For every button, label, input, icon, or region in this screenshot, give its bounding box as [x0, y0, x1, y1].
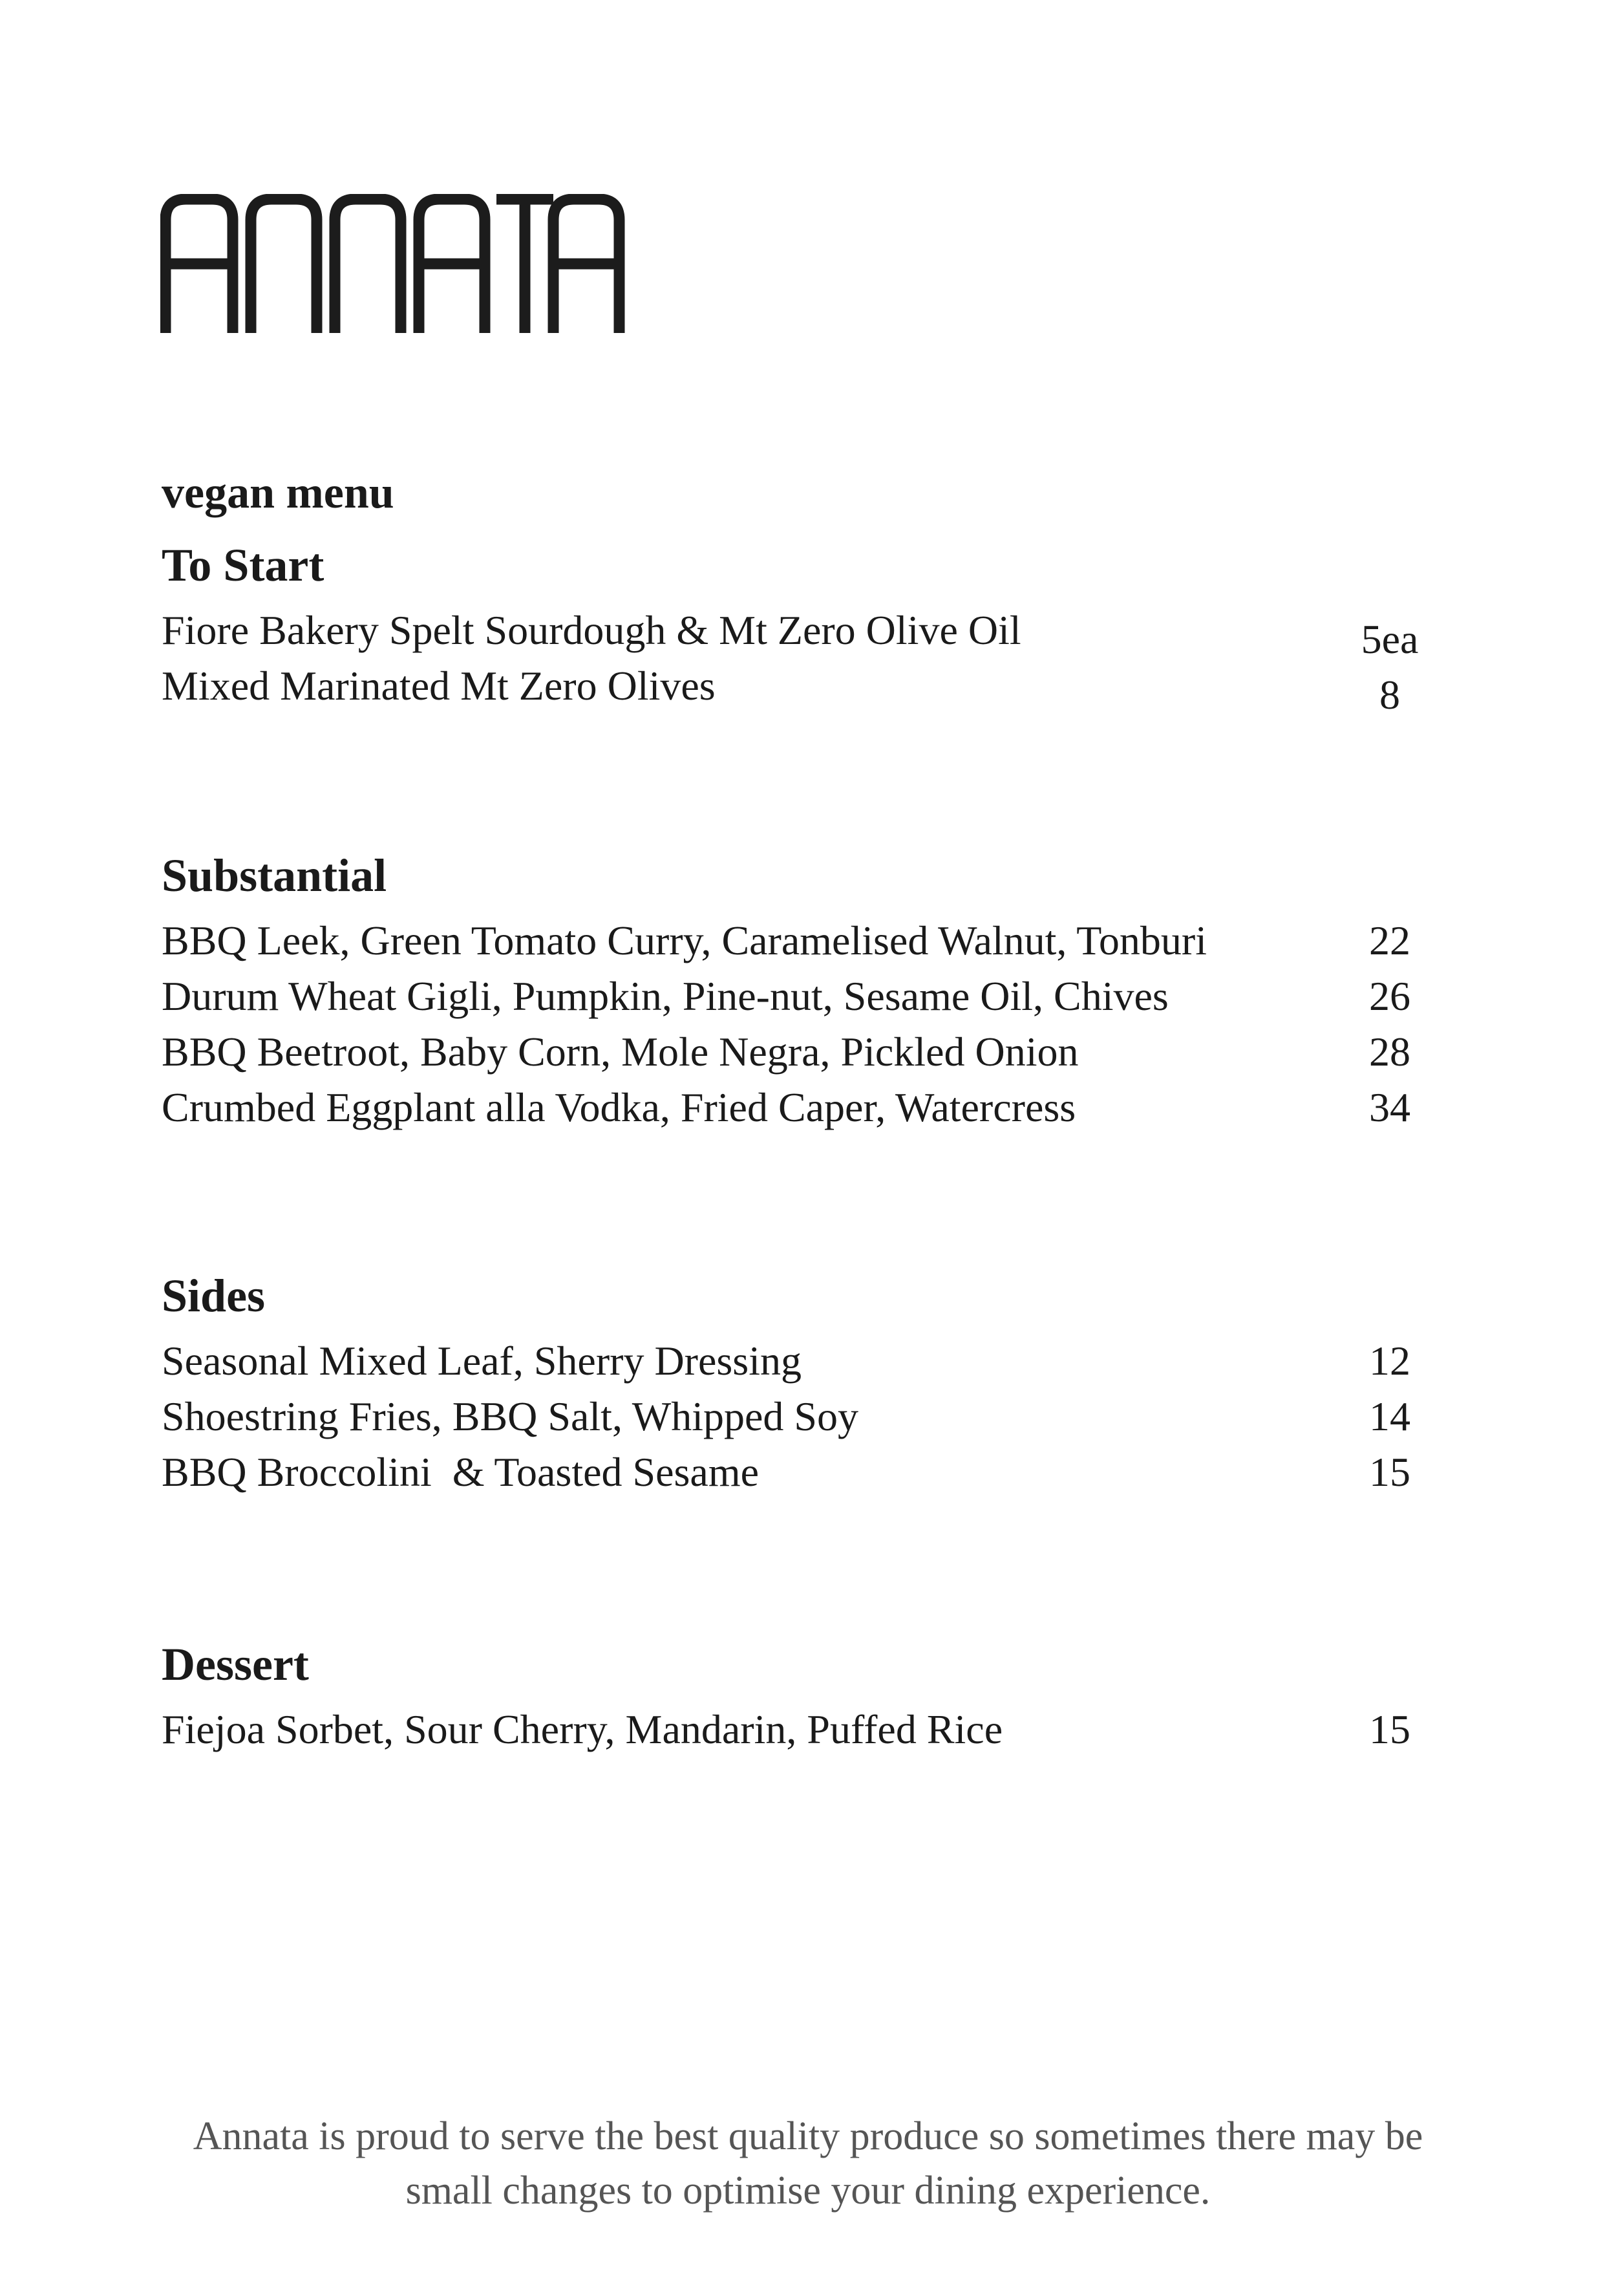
- section-heading: Substantial: [162, 850, 387, 901]
- section-substantial: [162, 852, 1454, 1135]
- menu-item: [162, 1702, 1454, 1757]
- footer-note: [162, 2109, 1454, 2218]
- item-price: 15: [1369, 1706, 1410, 1752]
- item-name: Fiore Bakery Spelt Sourdough & Mt Zero Olive Oil: [162, 607, 1021, 653]
- menu-title: vegan menu: [162, 468, 394, 518]
- item-name: Crumbed Eggplant alla Vodka, Fried Caper, Watercress: [162, 1084, 1076, 1130]
- item-price: 8: [1379, 672, 1400, 718]
- menu-item: [162, 1024, 1454, 1080]
- item-price: 34: [1369, 1084, 1410, 1130]
- section-heading: Sides: [162, 1270, 266, 1322]
- section-heading: Dessert: [162, 1638, 309, 1690]
- item-name: BBQ Beetroot, Baby Corn, Mole Negra, Pickled Onion: [162, 1029, 1079, 1075]
- item-name: BBQ Leek, Green Tomato Curry, Caramelised Walnut, Tonburi: [162, 917, 1207, 963]
- section-dessert: [162, 1638, 1454, 1757]
- item-price: 12: [1369, 1338, 1410, 1384]
- footer-line-1: Annata is proud to serve the best quality produce so sometimes there may be: [193, 2114, 1423, 2158]
- section-sides: [162, 1272, 1454, 1500]
- section-to-start: [162, 539, 1454, 718]
- menu-item: [162, 969, 1454, 1024]
- menu-item: [162, 1080, 1454, 1135]
- menu-item: [162, 1333, 1454, 1389]
- item-price: 14: [1369, 1393, 1410, 1439]
- section-heading: To Start: [162, 539, 324, 591]
- menu-item: [162, 1444, 1454, 1500]
- item-price: 15: [1369, 1449, 1410, 1495]
- item-price: 26: [1369, 973, 1410, 1019]
- menu-item: [162, 603, 1454, 662]
- annata-logo: [160, 194, 626, 333]
- menu-item: [162, 658, 1454, 718]
- item-name: Fiejoa Sorbet, Sour Cherry, Mandarin, Puffed Rice: [162, 1706, 1003, 1752]
- item-price: 5ea: [1361, 616, 1419, 662]
- item-name: Mixed Marinated Mt Zero Olives: [162, 663, 716, 709]
- item-name: Durum Wheat Gigli, Pumpkin, Pine-nut, Sesame Oil, Chives: [162, 973, 1169, 1019]
- footer-line-2: small changes to optimise your dining experience.: [405, 2169, 1211, 2213]
- menu-item: [162, 1389, 1454, 1444]
- menu-item: [162, 913, 1454, 969]
- item-name: Shoestring Fries, BBQ Salt, Whipped Soy: [162, 1393, 858, 1439]
- item-price: 28: [1369, 1029, 1410, 1075]
- item-price: 22: [1369, 917, 1410, 963]
- item-name: Seasonal Mixed Leaf, Sherry Dressing: [162, 1338, 802, 1384]
- item-name: BBQ Broccolini & Toasted Sesame: [162, 1449, 759, 1495]
